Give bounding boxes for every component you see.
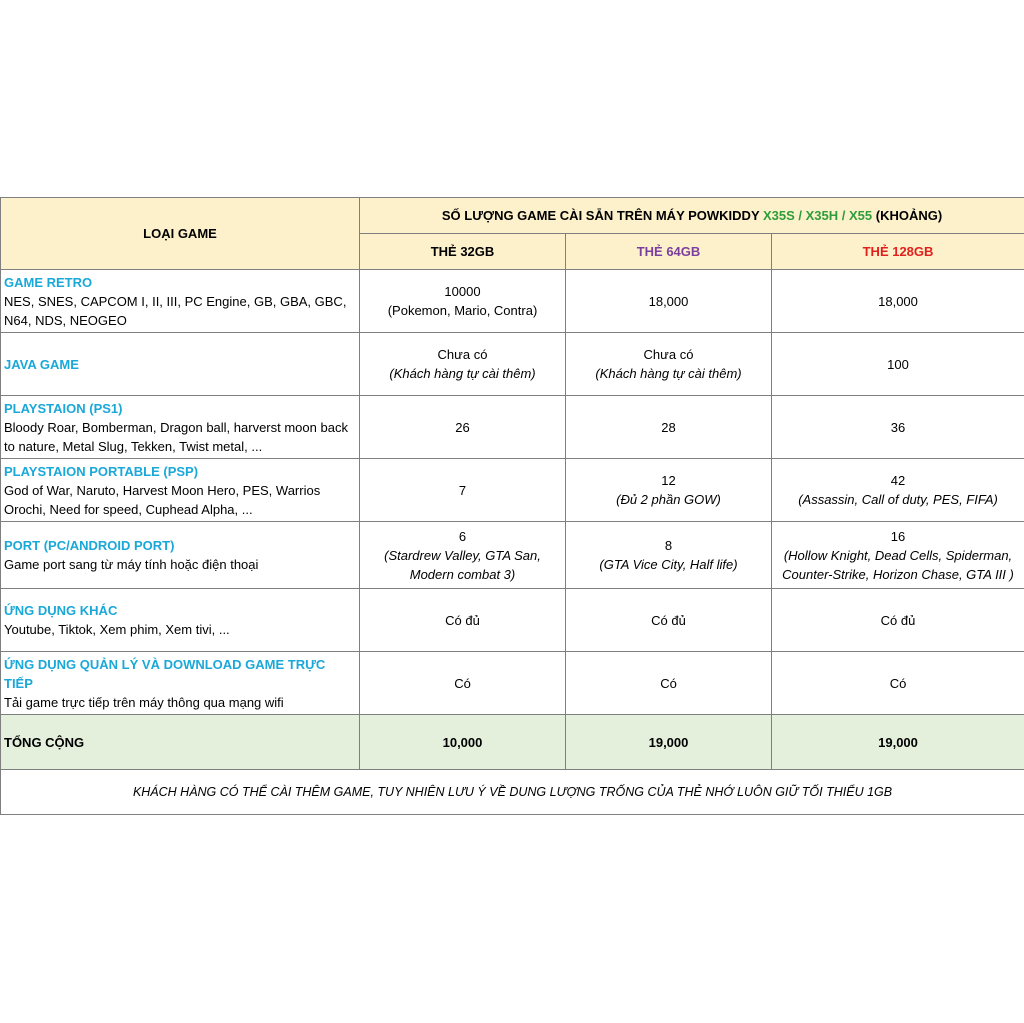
value-cell: 36 [772,396,1024,459]
value-cell: 16 (Hollow Knight, Dead Cells, Spiderman, Counter-Strike, Horizon Chase, GTA III ) [772,522,1024,589]
col-header-64gb: THẺ 64GB [566,234,772,270]
value-cell: Chưa có (Khách hàng tự cài thêm) [360,333,566,396]
value-cell: 28 [566,396,772,459]
game-count-table [0,197,1024,815]
col-header-32gb: THẺ 32GB [360,234,566,270]
category-cell: PLAYSTAION (PS1) Bloody Roar, Bomberman, Dragon ball, harverst moon back to nature, Metal Slug, Tekken, Twist metal, ... [1,396,360,459]
category-cell: ỨNG DỤNG KHÁC Youtube, Tiktok, Xem phim, Xem tivi, ... [1,589,360,652]
value-cell: Có đủ [566,589,772,652]
category-header: LOẠI GAME [1,198,360,270]
value-cell: Có [772,652,1024,715]
value-cell: 7 [360,459,566,522]
value-cell: 42 (Assassin, Call of duty, PES, FIFA) [772,459,1024,522]
table-row [1,589,1024,652]
value-cell: Có đủ [360,589,566,652]
table-row [1,396,1024,459]
value-cell: 12 (Đủ 2 phần GOW) [566,459,772,522]
value-cell: 100 [772,333,1024,396]
category-cell: JAVA GAME [1,333,360,396]
category-cell: PLAYSTAION PORTABLE (PSP) God of War, Naruto, Harvest Moon Hero, PES, Warrios Orochi, Need for speed, Cuphead Alpha, ... [1,459,360,522]
value-cell: 26 [360,396,566,459]
model-names: X35S / X35H / X55 [763,208,873,223]
category-cell: ỨNG DỤNG QUẢN LÝ VÀ DOWNLOAD GAME TRỰC TIẾP Tải game trực tiếp trên máy thông qua mạng wifi [1,652,360,715]
value-cell: Chưa có (Khách hàng tự cài thêm) [566,333,772,396]
value-cell: 6 (Stardrew Valley, GTA San, Modern combat 3) [360,522,566,589]
table-title: SỐ LƯỢNG GAME CÀI SẴN TRÊN MÁY POWKIDDY X35S / X35H / X55 (KHOẢNG) [360,198,1024,234]
value-cell: 10000 (Pokemon, Mario, Contra) [360,270,566,333]
table-row [1,522,1024,589]
total-32gb: 10,000 [360,715,566,770]
footer-note: KHÁCH HÀNG CÓ THỂ CÀI THÊM GAME, TUY NHIÊN LƯU Ý VỀ DUNG LƯỢNG TRỐNG CỦA THẺ NHỚ LUÔN GIỮ TỐI THIỂU 1GB [1,770,1024,815]
table-row [1,652,1024,715]
total-64gb: 19,000 [566,715,772,770]
value-cell: Có [360,652,566,715]
table-row [1,459,1024,522]
value-cell: 18,000 [772,270,1024,333]
col-header-128gb: THẺ 128GB [772,234,1024,270]
table-row [1,270,1024,333]
footer-row [1,770,1024,815]
table-row [1,333,1024,396]
category-cell: GAME RETRO NES, SNES, CAPCOM I, II, III, PC Engine, GB, GBA, GBC, N64, NDS, NEOGEO [1,270,360,333]
value-cell: 8 (GTA Vice City, Half life) [566,522,772,589]
value-cell: Có [566,652,772,715]
value-cell: 18,000 [566,270,772,333]
category-cell: PORT (PC/ANDROID PORT) Game port sang từ máy tính hoặc điện thoại [1,522,360,589]
total-128gb: 19,000 [772,715,1024,770]
value-cell: Có đủ [772,589,1024,652]
total-label: TỔNG CỘNG [1,715,360,770]
total-row [1,715,1024,770]
